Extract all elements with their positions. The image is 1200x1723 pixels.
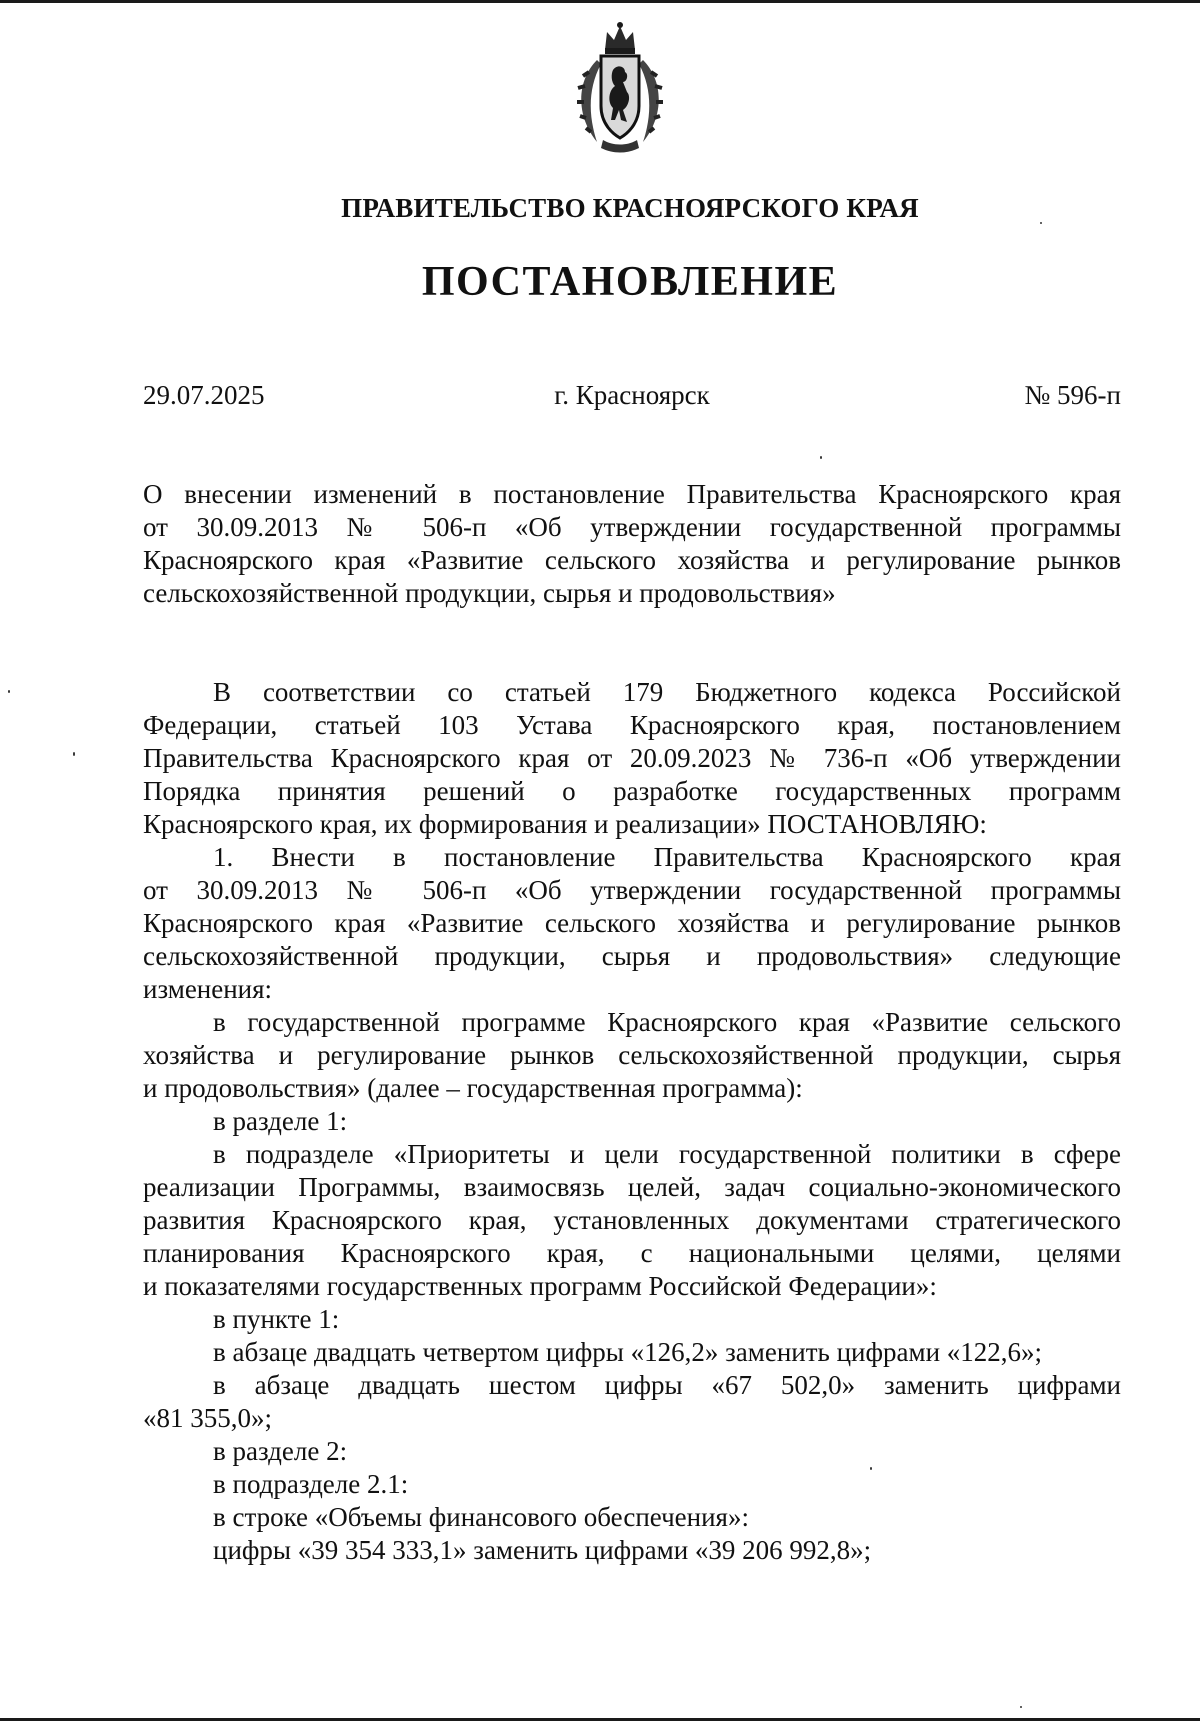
body-line: хозяйства и регулирование рынков сельскохозяйственной продукции, сырья: [143, 1040, 1121, 1070]
title-line: сельскохозяйственной продукции, сырья и продовольствия»: [143, 578, 836, 608]
document-body: [143, 676, 1121, 1567]
body-line: сельскохозяйственной продукции, сырья и продовольствия» следующие: [143, 941, 1121, 971]
body-line: В соответствии со статьей 179 Бюджетного кодекса Российской: [213, 677, 1121, 707]
title-line: О внесении изменений в постановление Правительства Красноярского края: [143, 479, 1121, 509]
scan-speck: [870, 1467, 872, 1470]
document-number: № 596-п: [1024, 380, 1121, 410]
body-line: от 30.09.2013 № 506-п «Об утверждении государственной программы: [143, 875, 1121, 905]
scan-speck: [73, 752, 75, 756]
organization-name: ПРАВИТЕЛЬСТВО КРАСНОЯРСКОГО КРАЯ: [341, 193, 919, 223]
body-line: и продовольствия» (далее – государственная программа):: [143, 1073, 803, 1103]
scan-speck: [1020, 1706, 1022, 1708]
page-border-bottom: [0, 1718, 1200, 1721]
coat-of-arms-icon: [567, 20, 673, 155]
body-line: Федерации, статьей 103 Устава Красноярского края, постановлением: [143, 710, 1121, 740]
document-meta-row: [143, 380, 1121, 416]
body-line: Красноярского края, их формирования и реализации» ПОСТАНОВЛЯЮ:: [143, 809, 987, 839]
page-border-top: [0, 0, 1200, 3]
document-date: 29.07.2025: [143, 380, 265, 410]
body-line: в государственной программе Красноярского края «Развитие сельского: [213, 1007, 1121, 1037]
document-city: г. Красноярск: [554, 380, 710, 410]
body-line: в строке «Объемы финансового обеспечения»:: [213, 1502, 749, 1532]
body-line: в абзаце двадцать шестом цифры «67 502,0» заменить цифрами: [213, 1370, 1121, 1400]
body-line: 1. Внести в постановление Правительства Красноярского края: [213, 842, 1121, 872]
body-line: «81 355,0»;: [143, 1403, 273, 1433]
body-line: Правительства Красноярского края от 20.09.2023 № 736-п «Об утверждении: [143, 743, 1121, 773]
body-line: в пункте 1:: [213, 1304, 340, 1334]
body-line: в абзаце двадцать четвертом цифры «126,2» заменить цифрами «122,6»;: [213, 1337, 1043, 1367]
body-line: цифры «39 354 333,1» заменить цифрами «39 206 992,8»;: [213, 1535, 872, 1565]
body-line: и показателями государственных программ Российской Федерации»:: [143, 1271, 937, 1301]
scan-speck: [8, 690, 10, 693]
body-line: Порядка принятия решений о разработке государственных программ: [143, 776, 1121, 806]
body-line: в подразделе «Приоритеты и цели государственной политики в сфере: [213, 1139, 1121, 1169]
scan-speck: [1040, 222, 1042, 224]
document-type: ПОСТАНОВЛЕНИЕ: [421, 259, 839, 305]
body-line: Красноярского края «Развитие сельского хозяйства и регулирование рынков: [143, 908, 1121, 938]
body-line: планирования Красноярского края, с национальными целями, целями: [143, 1238, 1121, 1268]
body-line: в разделе 2:: [213, 1436, 348, 1466]
body-line: реализации Программы, взаимосвязь целей, задач социально-экономического: [143, 1172, 1121, 1202]
title-line: Красноярского края «Развитие сельского хозяйства и регулирование рынков: [143, 545, 1121, 575]
body-line: в разделе 1:: [213, 1106, 348, 1136]
title-line: от 30.09.2013 № 506-п «Об утверждении государственной программы: [143, 512, 1121, 542]
document-title: [143, 478, 1121, 610]
body-line: изменения:: [143, 974, 273, 1004]
body-line: развития Красноярского края, установленных документами стратегического: [143, 1205, 1121, 1235]
scan-speck: [820, 456, 822, 459]
body-line: в подразделе 2.1:: [213, 1469, 409, 1499]
